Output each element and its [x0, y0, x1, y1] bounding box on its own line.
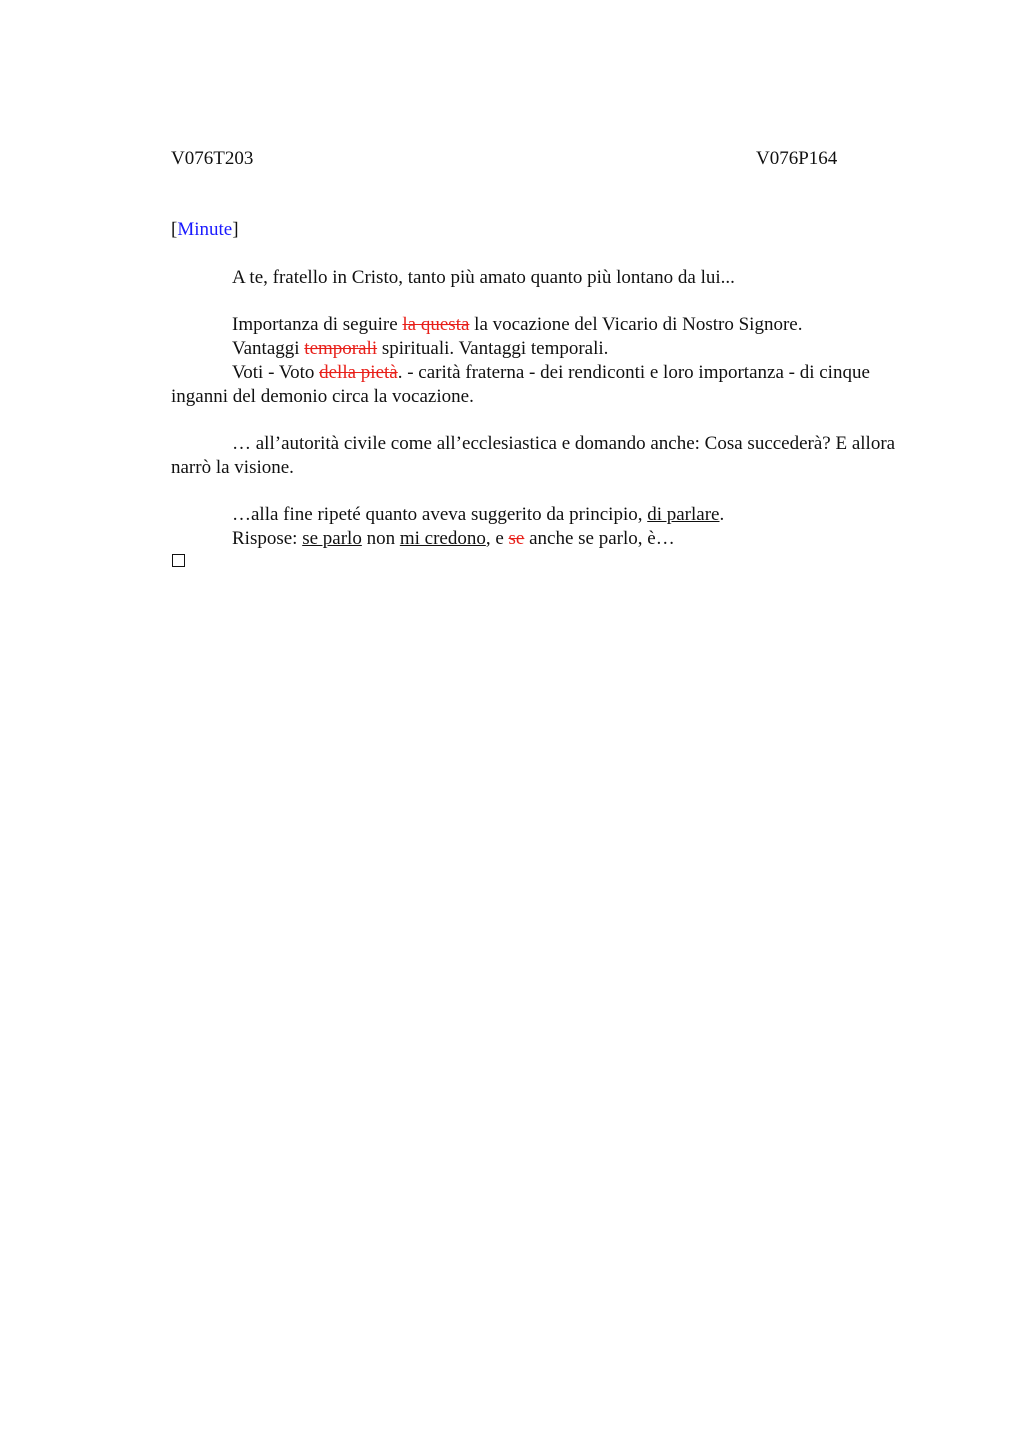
- paragraph-importance: [171, 313, 906, 337]
- section-title-minute: Minute: [177, 219, 233, 240]
- underlined-text: se parlo: [302, 528, 362, 549]
- empty-square-icon: [172, 554, 185, 567]
- paragraph-greeting: A te, fratello in Cristo, tanto più amato quanto più lontano da lui...: [232, 267, 735, 288]
- close-bracket: ]: [232, 219, 239, 240]
- text-segment: Voti - Voto: [232, 362, 320, 383]
- paragraph-answer: [171, 527, 906, 551]
- paragraph-advantages: [171, 337, 906, 361]
- open-bracket: [: [171, 219, 178, 240]
- section-heading: [171, 218, 239, 242]
- paragraph-repeat: [171, 503, 906, 527]
- text-segment: non: [361, 528, 400, 549]
- underlined-text: di parlare: [647, 504, 720, 525]
- text-segment: …alla fine ripeté quanto aveva suggerito da principio,: [232, 504, 648, 525]
- text-segment: Importanza di seguire: [232, 314, 403, 335]
- deleted-text: la questa: [402, 314, 470, 335]
- volume-text-code: V076T203: [171, 148, 254, 169]
- paragraph-authority: … all’autorità civile come all’ecclesiastica e domando anche: Cosa succederà? E allora narrò la visione.: [171, 433, 896, 478]
- text-segment: la vocazione del Vicario di Nostro Signore.: [469, 314, 803, 335]
- text-segment: .: [719, 504, 725, 525]
- text-segment: , e: [485, 528, 509, 549]
- text-segment: Vantaggi: [232, 338, 305, 359]
- underlined-text: mi credono: [399, 528, 486, 549]
- deleted-text: se: [508, 528, 525, 549]
- paragraph-vows: [171, 361, 906, 409]
- text-segment: Rispose:: [232, 528, 303, 549]
- volume-page-code: V076P164: [756, 148, 838, 169]
- deleted-text: della pietà: [319, 362, 398, 383]
- text-segment: anche se parlo, è…: [524, 528, 675, 549]
- deleted-text: temporali: [304, 338, 378, 359]
- text-segment: spirituali. Vantaggi temporali.: [377, 338, 609, 359]
- text-segment: . - carità fraterna - dei rendiconti e loro importanza - di cinque inganni del demonio circa la vocazione.: [171, 362, 870, 407]
